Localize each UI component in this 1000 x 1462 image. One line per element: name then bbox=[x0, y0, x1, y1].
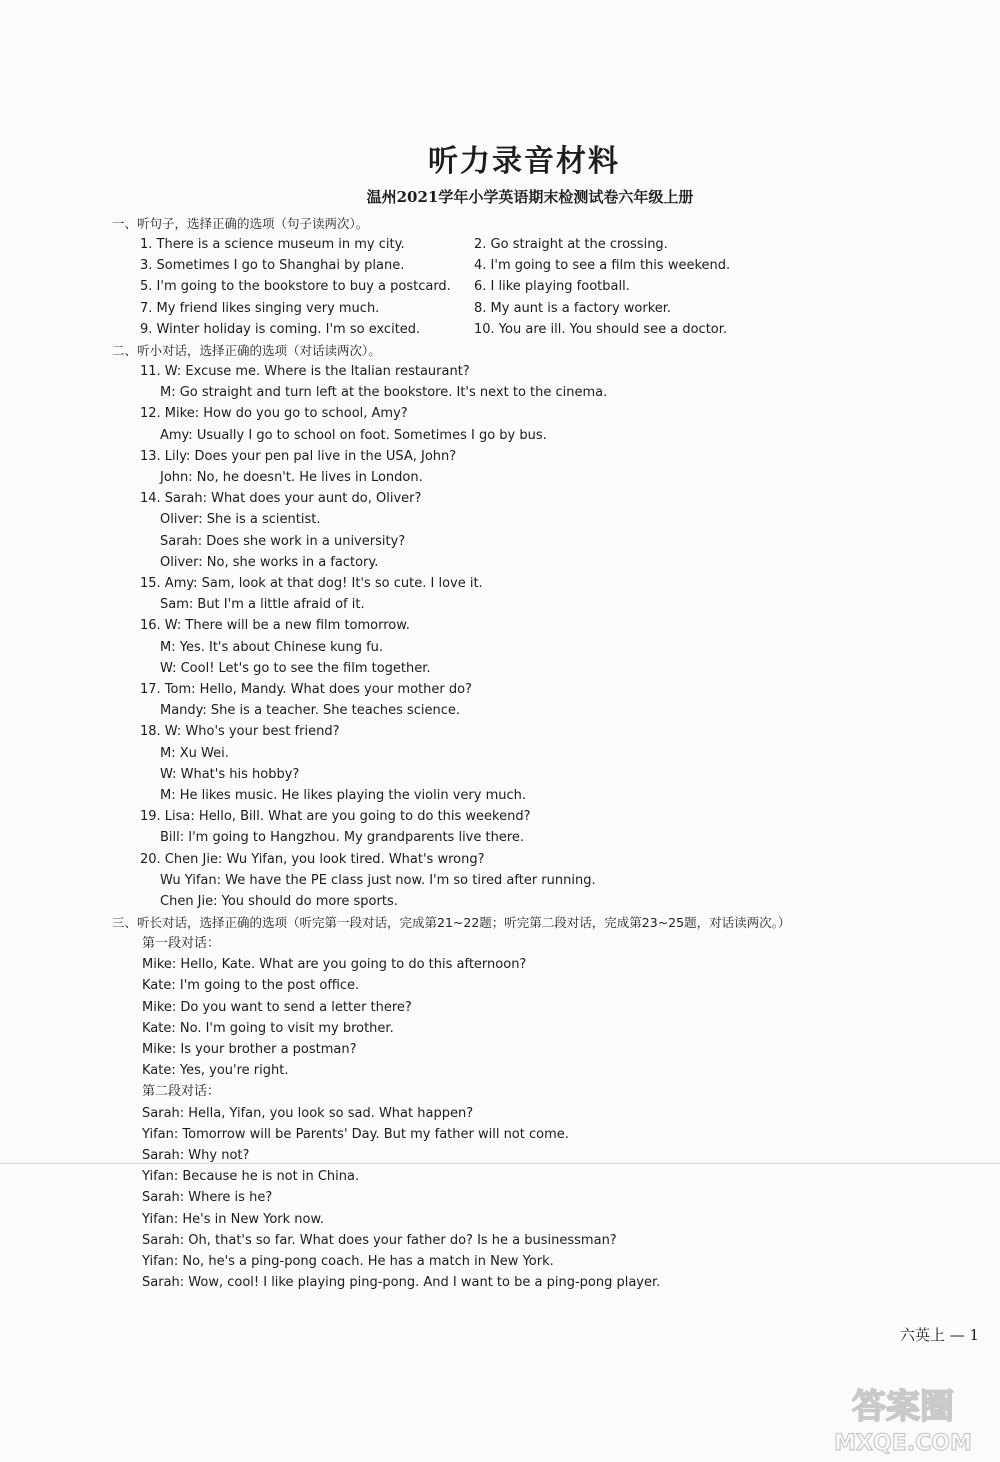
dialogue-line: 16. W: There will be a new film tomorrow. bbox=[140, 618, 410, 634]
dialogue-line: Yifan: No, he's a ping-pong coach. He has a match in New York. bbox=[142, 1254, 554, 1269]
sentence-item: 2. Go straight at the crossing. bbox=[474, 237, 668, 252]
dialogue-line: W: What's his hobby? bbox=[160, 766, 300, 782]
section3-heading: 三、听长对话，选择正确的选项（听完第一段对话，完成第21~22题；听完第二段对话，完成第23~25题，对话读两次。） bbox=[112, 915, 791, 930]
section2-heading: 二、听小对话，选择正确的选项（对话读两次）。 bbox=[112, 343, 381, 358]
watermark-logo bbox=[818, 1378, 988, 1456]
dialogue-line: Sarah: Hella, Yifan, you look so sad. What happen? bbox=[142, 1105, 474, 1121]
dialogue-line: 11. W: Excuse me. Where is the Italian restaurant? bbox=[140, 364, 470, 379]
dialogue-line: Yifan: He's in New York now. bbox=[142, 1211, 325, 1227]
dialogue-line: 15. Amy: Sam, look at that dog! It's so cute. I love it. bbox=[140, 576, 483, 591]
sentence-item: 5. I'm going to the bookstore to buy a postcard. bbox=[140, 279, 451, 295]
dialogue-line: 20. Chen Jie: Wu Yifan, you look tired. What's wrong? bbox=[140, 851, 485, 867]
dialogue-line: 13. Lily: Does your pen pal live in the USA, John? bbox=[140, 448, 457, 464]
dialogue-line: 第二段对话： bbox=[142, 1084, 221, 1100]
dialogue-line: Mandy: She is a teacher. She teaches science. bbox=[160, 703, 461, 719]
dialogue-line: Kate: I'm going to the post office. bbox=[142, 978, 360, 994]
dialogue-line: John: No, he doesn't. He lives in London. bbox=[160, 470, 423, 485]
dialogue-line: Sarah: Why not? bbox=[142, 1148, 250, 1163]
dialogue-line: Mike: Hello, Kate. What are you going to do this afternoon? bbox=[142, 957, 527, 973]
dialogue-line: 14. Sarah: What does your aunt do, Oliver? bbox=[140, 491, 422, 507]
dialogue-line: Yifan: Because he is not in China. bbox=[142, 1169, 360, 1185]
section1-heading: 一、听句子，选择正确的选项（句子读两次）。 bbox=[112, 216, 369, 231]
dialogue-line: W: Cool! Let's go to see the film together. bbox=[160, 660, 431, 676]
sentence-item: 6. I like playing football. bbox=[474, 279, 630, 295]
dialogue-line: Sarah: Where is he? bbox=[142, 1190, 273, 1206]
watermark-logo-text: 答案圈 bbox=[852, 1387, 954, 1427]
page-fold-line bbox=[0, 1163, 1000, 1164]
dialogue-line: Sarah: Oh, that's so far. What does your father do? Is he a businessman? bbox=[142, 1232, 617, 1248]
page-title: 听力录音材料 bbox=[428, 144, 620, 179]
sentence-item: 4. I'm going to see a film this weekend. bbox=[474, 258, 731, 274]
dialogue-line: Sarah: Wow, cool! I like playing ping-pong. And I want to be a ping-pong player. bbox=[142, 1275, 661, 1291]
dialogue-line: 12. Mike: How do you go to school, Amy? bbox=[140, 406, 408, 422]
sentence-item: 8. My aunt is a factory worker. bbox=[474, 300, 672, 316]
dialogue-line: 第一段对话： bbox=[142, 936, 221, 951]
dialogue-line: Bill: I'm going to Hangzhou. My grandparents live there. bbox=[160, 830, 525, 846]
sentence-item: 9. Winter holiday is coming. I'm so excited. bbox=[140, 321, 421, 337]
watermark-url: MXQE.COM bbox=[834, 1431, 972, 1456]
sentence-item: 10. You are ill. You should see a doctor. bbox=[474, 321, 728, 337]
sentence-item: 3. Sometimes I go to Shanghai by plane. bbox=[140, 258, 405, 274]
dialogue-line: Mike: Do you want to send a letter there? bbox=[142, 999, 412, 1015]
dialogue-line: 19. Lisa: Hello, Bill. What are you going to do this weekend? bbox=[140, 809, 531, 825]
sentence-item: 1. There is a science museum in my city. bbox=[140, 237, 405, 252]
dialogue-line: 17. Tom: Hello, Mandy. What does your mother do? bbox=[140, 682, 472, 697]
dialogue-line: Kate: No. I'm going to visit my brother. bbox=[142, 1020, 394, 1036]
dialogue-line: Kate: Yes, you're right. bbox=[142, 1063, 289, 1079]
dialogue-line: M: He likes music. He likes playing the violin very much. bbox=[160, 788, 526, 803]
dialogue-line: 18. W: Who's your best friend? bbox=[140, 724, 340, 740]
dialogue-line: Chen Jie: You should do more sports. bbox=[160, 894, 398, 909]
dialogue-line: Wu Yifan: We have the PE class just now. I'm so tired after running. bbox=[160, 872, 596, 888]
dialogue-line: M: Xu Wei. bbox=[160, 745, 229, 761]
dialogue-line: Sam: But I'm a little afraid of it. bbox=[160, 597, 365, 613]
dialogue-line: Oliver: She is a scientist. bbox=[160, 512, 321, 528]
dialogue-line: M: Go straight and turn left at the bookstore. It's next to the cinema. bbox=[160, 385, 608, 401]
dialogue-line: Amy: Usually I go to school on foot. Sometimes I go by bus. bbox=[160, 427, 547, 443]
dialogue-line: Sarah: Does she work in a university? bbox=[160, 533, 406, 549]
dialogue-line: Mike: Is your brother a postman? bbox=[142, 1042, 357, 1057]
page-subtitle: 温州2021学年小学英语期末检测试卷六年级上册 bbox=[366, 188, 694, 206]
page-footer: 六英上 — 1 bbox=[900, 1326, 980, 1344]
dialogue-line: Yifan: Tomorrow will be Parents' Day. But my father will not come. bbox=[142, 1126, 569, 1142]
sentence-item: 7. My friend likes singing very much. bbox=[140, 300, 380, 316]
dialogue-line: M: Yes. It's about Chinese kung fu. bbox=[160, 639, 384, 655]
dialogue-line: Oliver: No, she works in a factory. bbox=[160, 554, 379, 570]
